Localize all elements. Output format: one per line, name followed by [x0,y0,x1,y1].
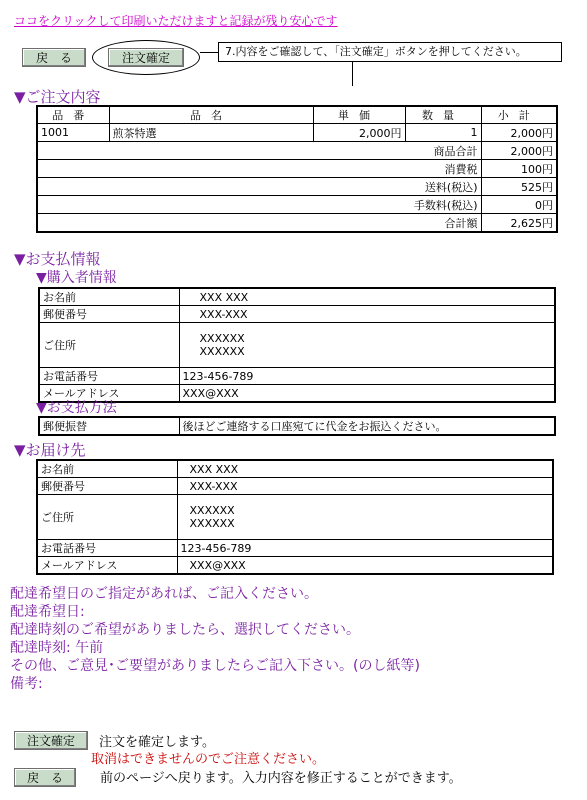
callout-pointer-line [352,62,353,86]
summary-label: 手数料(税込) [37,196,481,214]
remarks-label: 備考: [10,676,43,692]
item-name: 煎茶特選 [109,124,313,142]
summary-row [37,178,557,196]
delivery-address-line2: XXXXXX [189,517,235,530]
buyer-email-label: メールアドレス [39,385,179,403]
item-qty: 1 [405,124,481,142]
buyer-zip-value: XXX-XXX [179,306,555,323]
delivery-phone-label: お電話番号 [37,540,177,557]
delivery-date-instruction: 配達希望日のご指定があれば、ご記入ください。 [10,586,318,602]
back-description: 前のページへ戻ります。入力内容を修正することができます。 [100,771,462,786]
instruction-callout: 7.内容をご確認して、「注文確定」ボタンを押してください。 [218,42,562,62]
delivery-date-label: 配達希望日: [10,604,85,620]
summary-row [37,214,557,233]
summary-label: 消費税 [37,160,481,178]
confirm-order-button-top[interactable]: 注文確定 [108,48,184,67]
summary-label: 送料(税込) [37,178,481,196]
header-subtotal: 小計 [481,106,557,124]
buyer-address-line1: XXXXXX [199,332,245,345]
summary-value: 100円 [481,160,557,178]
order-table-header [37,106,557,124]
item-code: 1001 [37,124,109,142]
payment-method-label: 郵便振替 [39,417,179,435]
buyer-info-table [38,287,556,403]
back-button-top[interactable]: 戻 る [22,48,86,67]
summary-value: 2,000円 [481,142,557,160]
summary-row [37,160,557,178]
buyer-section-title: ▼購入者情報 [36,270,117,286]
payment-method-table [38,416,556,436]
delivery-time-label: 配達時刻: 午前 [10,640,104,656]
confirm-order-button[interactable]: 注文確定 [14,731,88,750]
delivery-address-value [177,495,553,540]
header-name: 品名 [109,106,313,124]
payment-method-value: 後ほどご連絡する口座宛てに代金をお振込ください。 [179,417,555,435]
buyer-name-value: XXX XXX [179,288,555,306]
header-price: 単価 [313,106,405,124]
buyer-address-label: ご住所 [39,323,179,368]
item-price: 2,000円 [313,124,405,142]
delivery-name-value: XXX XXX [177,460,553,478]
payment-method-title: ▼お支払方法 [36,400,117,416]
buyer-phone-value: 123-456-789 [179,368,555,385]
cancel-warning: 取消はできませんのでご注意ください。 [91,752,326,767]
delivery-address-line1: XXXXXX [189,504,235,517]
header-qty: 数量 [405,106,481,124]
summary-row [37,196,557,214]
delivery-zip-value: XXX-XXX [177,478,553,495]
buyer-name-label: お名前 [39,288,179,306]
summary-label: 商品合計 [37,142,481,160]
summary-value: 2,625円 [481,214,557,233]
buyer-address-value [179,323,555,368]
buyer-email-value: XXX@XXX [179,385,555,403]
back-button[interactable]: 戻 る [14,768,76,787]
delivery-phone-value: 123-456-789 [177,540,553,557]
summary-value: 525円 [481,178,557,196]
summary-row [37,142,557,160]
delivery-address-label: ご住所 [37,495,177,540]
buyer-address-line2: XXXXXX [199,345,245,358]
order-table [36,105,558,233]
print-link[interactable]: ココをクリックして印刷いただけますと記録が残り安心です [14,14,338,28]
delivery-name-label: お名前 [37,460,177,478]
header-code: 品番 [37,106,109,124]
delivery-zip-label: 郵便番号 [37,478,177,495]
delivery-email-value: XXX@XXX [177,557,553,575]
order-section-title: ▼ご注文内容 [14,88,101,106]
table-row [37,124,557,142]
summary-value: 0円 [481,196,557,214]
buyer-phone-label: お電話番号 [39,368,179,385]
summary-label: 合計額 [37,214,481,233]
confirm-description: 注文を確定します。 [99,735,215,750]
delivery-email-label: メールアドレス [37,557,177,575]
payment-section-title: ▼お支払情報 [14,250,101,268]
buyer-zip-label: 郵便番号 [39,306,179,323]
item-subtotal: 2,000円 [481,124,557,142]
delivery-info-table [36,459,554,575]
callout-connector [200,52,218,53]
delivery-section-title: ▼お届け先 [14,441,86,459]
comments-instruction: その他、ご意見･ご要望がありましたらご記入下さい。(のし紙等) [10,658,420,674]
delivery-time-instruction: 配達時刻のご希望がありましたら、選択してください。 [10,622,360,638]
